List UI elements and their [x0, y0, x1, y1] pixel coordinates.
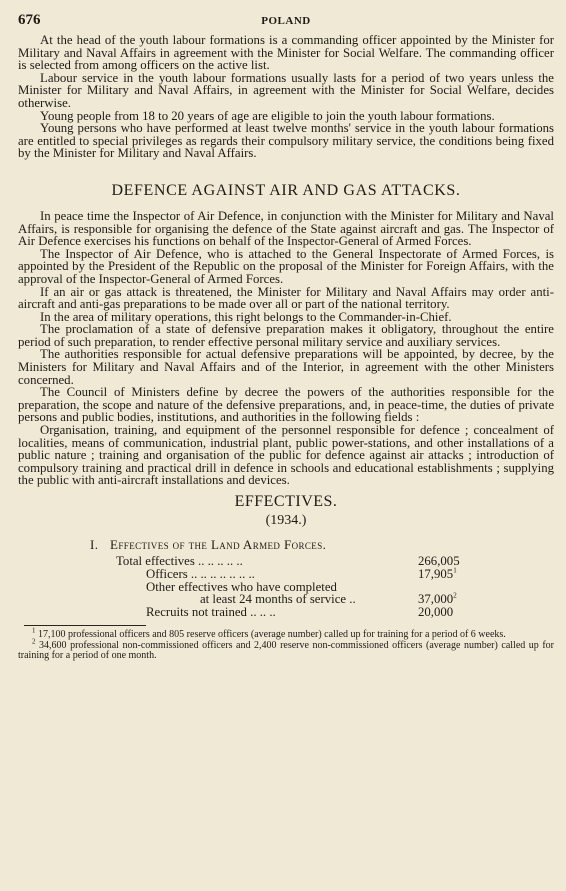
footnote-ref: 1: [453, 566, 457, 575]
page-number: 676: [18, 12, 41, 28]
table-caption: Effectives of the Land Armed Forces.: [110, 537, 327, 552]
paragraph: The Inspector of Air Defence, who is attached to the General Inspectorate of Armed Forces, is appointed by the President of the Republic on the proposal of the Minister for Foreign Affairs, with the approval of the Inspector-General of Armed Forces.: [18, 246, 554, 286]
footnote-ref: 2: [453, 592, 457, 601]
paragraph: Labour service in the youth labour formations usually lasts for a period of two years unless the Minister for Military and Naval Affairs, in agreement with the Minister for Social Welfare, decides otherwise.: [18, 70, 554, 110]
row-value: 20,000: [418, 605, 454, 620]
row-value: 37,000$^2$: [418, 592, 457, 607]
paragraph: Organisation, training, and equipment of the personnel responsible for defence ; concealment of localities, means of communication, industrial plant, public power-stations, and other installations of a public nature ; training and organisation of the public for defence against air attacks ; introduction of compulsory training and practical drill in defence in schools and educational establishments ; supplying the public with anti-aircraft installations and devices.: [18, 423, 554, 488]
row-label: Other effectives who have completed: [146, 579, 337, 594]
table-title: [90, 537, 554, 553]
intro-section: [18, 34, 554, 160]
table-number: I.: [90, 537, 99, 552]
defence-section: [18, 182, 554, 487]
table-row: [116, 568, 506, 581]
paragraph: Young people from 18 to 20 years of age are eligible to join the youth labour formations.: [40, 108, 495, 123]
footnote-mark: 2: [32, 637, 36, 646]
section-title: DEFENCE AGAINST AIR AND GAS ATTACKS.: [111, 181, 461, 199]
footnotes: [18, 626, 554, 662]
paragraph: Young persons who have performed at least twelve months' service in the youth labour formations are entitled to special privileges as regards their compulsory military service, the conditions being fixed by the Minister for Military and Naval Affairs.: [18, 121, 554, 161]
footnote: [18, 637, 554, 662]
paragraph: If an air or gas attack is threatened, the Minister for Military and Naval Affairs may order anti-aircraft and anti-gas preparations to be made over all or part of the national territory.: [18, 284, 554, 312]
footnote-text: 17,100 professional officers and 805 reserve officers (average number) called up for training for a period of 6 weeks.: [38, 628, 506, 640]
running-title: POLAND: [261, 15, 311, 27]
effectives-section: [18, 493, 554, 619]
paragraph: The authorities responsible for actual defensive preparations will be appointed, by decree, by the Ministers for Military and Naval Affairs and of the Interior, in agreement with the other Ministers concerned.: [18, 347, 554, 387]
row-label: Officers .. .. .. .. .. .. ..: [146, 566, 255, 581]
paragraph: The proclamation of a state of defensive preparation makes it obligatory, throughout the entire period of such preparation, to render effective personal military service and auxiliary services.: [18, 322, 554, 349]
row-label: at least 24 months of service ..: [200, 592, 356, 607]
table-row: [116, 606, 506, 619]
effectives-table: [116, 555, 506, 619]
paragraph: In the area of military operations, this right belongs to the Commander-in-Chief.: [40, 309, 452, 324]
row-label: Total effectives .. .. .. .. ..: [116, 554, 243, 568]
footnote-text: 34,600 professional non-commissioned officers and 2,400 reserve non-commissioned officers (average number) called up for training for a period of one month.: [18, 639, 554, 662]
row-label: Recruits not trained .. .. ..: [146, 605, 276, 620]
section-year: (1934.): [265, 513, 307, 528]
row-value: 266,005: [418, 554, 460, 568]
paragraph: The Council of Ministers define by decree the powers of the authorities responsible for the preparation, the scope and nature of the defensive preparations, and, in peace-time, the duties of private persons and public bodies, institutions, and authorities in the following fields :: [18, 385, 554, 425]
page-header: [18, 12, 554, 34]
footnote-mark: 1: [32, 626, 36, 635]
paragraph: In peace time the Inspector of Air Defence, in conjunction with the Minister for Military and Naval Affairs, is responsible for organising the defence of the State against aircraft and gas. The Inspector of Air Defence exercises his functions on behalf of the Inspector-General of Armed Forces.: [18, 208, 554, 249]
footnote-divider: [24, 625, 146, 626]
paragraph: At the head of the youth labour formations is a commanding officer appointed by the Minister for Military and Naval Affairs in agreement with the Minister for Social Welfare. The commanding officer is selected from among officers on the active list.: [18, 33, 554, 73]
section-title: EFFECTIVES.: [234, 493, 338, 510]
row-value: 17,905$^1$: [418, 566, 457, 581]
